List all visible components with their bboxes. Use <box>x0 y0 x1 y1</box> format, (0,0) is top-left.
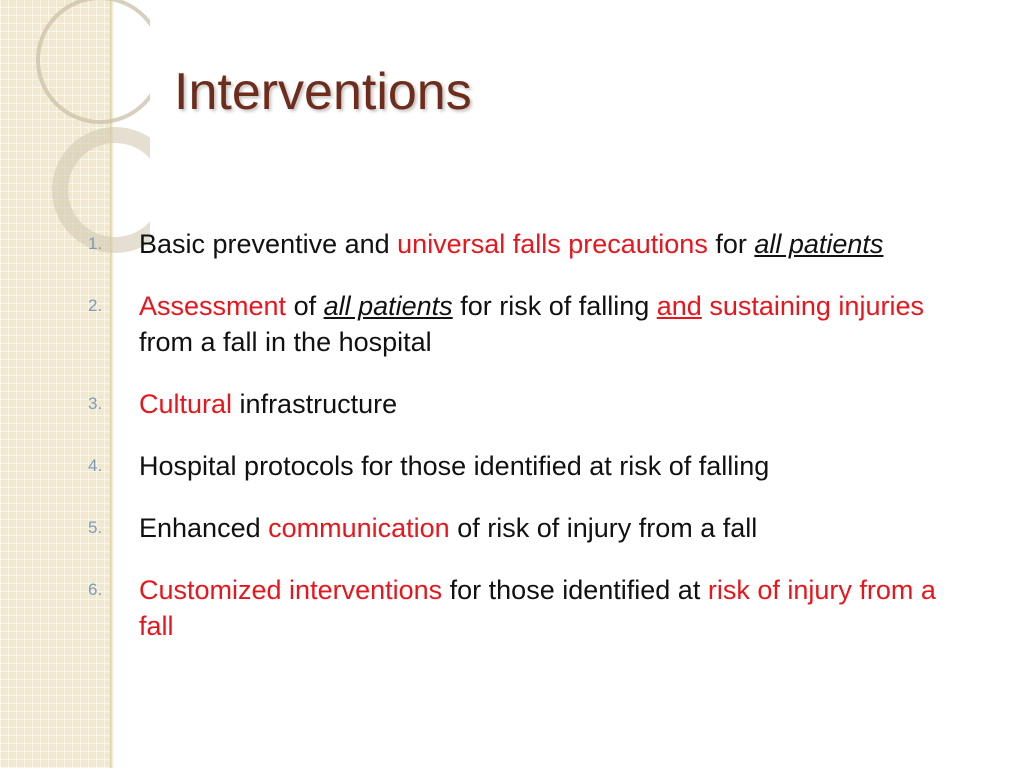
list-item <box>88 386 968 422</box>
list-item-text: infrastructure <box>232 389 398 419</box>
decorative-circles <box>0 0 150 260</box>
interventions-list <box>88 226 968 670</box>
list-item <box>88 288 968 360</box>
list-item-text: of risk of injury from a fall <box>449 513 758 543</box>
list-item-number: 1. <box>88 234 103 253</box>
list-item <box>88 510 968 546</box>
highlighted-text: sustaining injuries <box>709 291 924 321</box>
list-item-number: 4. <box>88 456 103 475</box>
list-item-text: of <box>286 291 324 321</box>
highlighted-text: universal falls precautions <box>397 229 708 259</box>
list-item <box>88 448 968 484</box>
list-item-text: for <box>707 229 755 259</box>
highlighted-text: and <box>656 291 702 321</box>
list-item <box>88 572 968 644</box>
list-item-text: Enhanced <box>139 513 269 543</box>
highlighted-text: Assessment <box>139 291 287 321</box>
list-item <box>88 226 968 262</box>
list-item-text: for risk of falling <box>452 291 657 321</box>
list-item-text: all patients <box>754 229 884 259</box>
list-item-number: 6. <box>88 580 103 599</box>
slide-title: Interventions <box>174 63 472 121</box>
list-item-text: for those identified at <box>442 575 708 605</box>
highlighted-text: risk of injury from a fall <box>139 575 936 641</box>
list-item-number: 3. <box>88 394 103 413</box>
list-item-text: all patients <box>323 291 453 321</box>
highlighted-text: Cultural <box>139 389 233 419</box>
list-item-text: from a fall in the hospital <box>139 327 432 357</box>
list-item-number: 2. <box>88 296 103 315</box>
list-item-number: 5. <box>88 518 103 537</box>
list-item-text: Hospital protocols for those identified at risk of falling <box>139 451 770 481</box>
highlighted-text: communication <box>268 513 450 543</box>
list-item-text: Basic preventive and <box>139 229 398 259</box>
highlighted-text: Customized interventions <box>139 575 443 605</box>
